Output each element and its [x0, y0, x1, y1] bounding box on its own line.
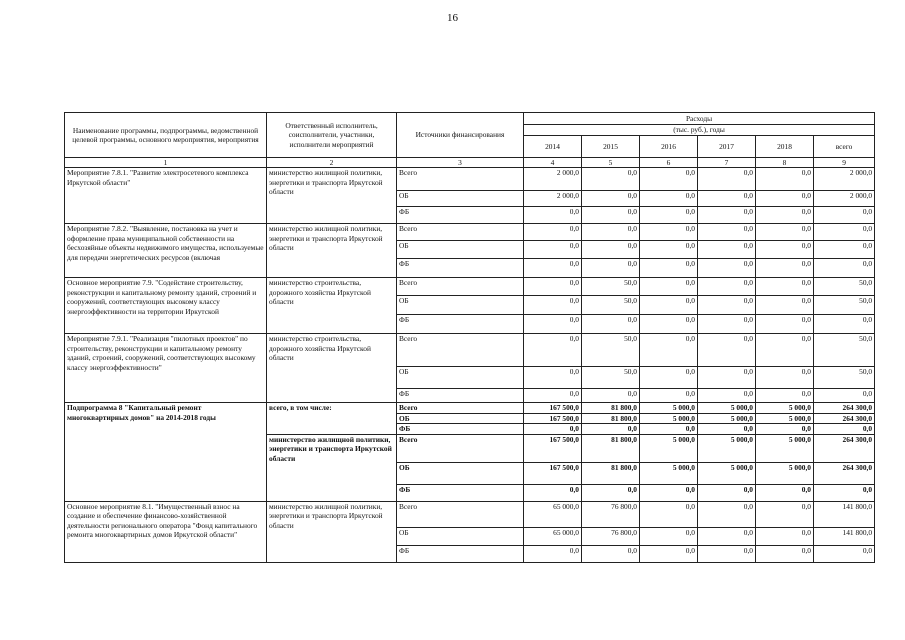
- responsible-executor: министерство строительства, дорожного хозяйства Иркутской области: [267, 278, 397, 334]
- funding-source: ФБ: [397, 484, 524, 501]
- value-cell: 141 800,0: [814, 527, 875, 545]
- value-cell: 0,0: [640, 259, 698, 278]
- value-cell: 5 000,0: [756, 413, 814, 423]
- value-cell: 0,0: [640, 241, 698, 259]
- funding-source: ОБ: [397, 367, 524, 389]
- value-cell: 0,0: [814, 484, 875, 501]
- value-cell: 0,0: [698, 545, 756, 562]
- value-cell: 0,0: [698, 207, 756, 224]
- value-cell: 0,0: [698, 224, 756, 241]
- funding-source: ФБ: [397, 207, 524, 224]
- value-cell: 0,0: [582, 259, 640, 278]
- value-cell: 0,0: [756, 334, 814, 367]
- value-cell: 2 000,0: [814, 191, 875, 207]
- value-cell: 0,0: [524, 367, 582, 389]
- value-cell: 0,0: [524, 545, 582, 562]
- responsible-executor: министерство жилищной политики, энергетики и транспорта Иркутской области: [267, 501, 397, 562]
- value-cell: 0,0: [524, 241, 582, 259]
- value-cell: 0,0: [756, 224, 814, 241]
- value-cell: 0,0: [756, 191, 814, 207]
- value-cell: 0,0: [756, 527, 814, 545]
- header-expenses: Расходы: [524, 113, 875, 125]
- value-cell: 0,0: [756, 389, 814, 403]
- value-cell: 5 000,0: [640, 462, 698, 484]
- activity-name: Основное мероприятие 7.9. "Содействие строительству, реконструкции и капитальному ремонту зданий, строений и сооружений, соответствующих высокому классу энергоэффективности на территории Иркутской: [65, 278, 267, 334]
- value-cell: 5 000,0: [640, 413, 698, 423]
- funding-source: ОБ: [397, 191, 524, 207]
- value-cell: 0,0: [698, 367, 756, 389]
- value-cell: 0,0: [524, 224, 582, 241]
- column-number: 8: [756, 158, 814, 168]
- value-cell: 0,0: [582, 224, 640, 241]
- funding-source: Всего: [397, 403, 524, 413]
- value-cell: 81 800,0: [582, 462, 640, 484]
- value-cell: 0,0: [698, 389, 756, 403]
- value-cell: 0,0: [698, 424, 756, 434]
- value-cell: 2 000,0: [814, 168, 875, 191]
- value-cell: 264 300,0: [814, 413, 875, 423]
- value-cell: 0,0: [640, 207, 698, 224]
- responsible-executor: министерство строительства, дорожного хозяйства Иркутской области: [267, 334, 397, 403]
- value-cell: 0,0: [582, 389, 640, 403]
- value-cell: 0,0: [698, 315, 756, 334]
- funding-source: ФБ: [397, 389, 524, 403]
- value-cell: 0,0: [640, 168, 698, 191]
- value-cell: 5 000,0: [640, 403, 698, 413]
- value-cell: 264 300,0: [814, 462, 875, 484]
- value-cell: 0,0: [524, 315, 582, 334]
- value-cell: 76 800,0: [582, 527, 640, 545]
- value-cell: 0,0: [582, 191, 640, 207]
- value-cell: 81 800,0: [582, 413, 640, 423]
- value-cell: 0,0: [582, 424, 640, 434]
- value-cell: 0,0: [814, 545, 875, 562]
- value-cell: 0,0: [524, 278, 582, 296]
- funding-source: Всего: [397, 501, 524, 527]
- page-number: 16: [447, 12, 458, 24]
- value-cell: 0,0: [524, 334, 582, 367]
- value-cell: 0,0: [640, 334, 698, 367]
- funding-source: ФБ: [397, 259, 524, 278]
- value-cell: 5 000,0: [698, 462, 756, 484]
- value-cell: 50,0: [582, 367, 640, 389]
- value-cell: 0,0: [756, 545, 814, 562]
- value-cell: 76 800,0: [582, 501, 640, 527]
- value-cell: 0,0: [756, 296, 814, 315]
- value-cell: 0,0: [640, 501, 698, 527]
- value-cell: 0,0: [582, 207, 640, 224]
- funding-source: Всего: [397, 278, 524, 296]
- value-cell: 0,0: [756, 207, 814, 224]
- value-cell: 5 000,0: [756, 462, 814, 484]
- funding-source: ОБ: [397, 413, 524, 423]
- column-number: 4: [524, 158, 582, 168]
- value-cell: 0,0: [756, 241, 814, 259]
- header-year: всего: [814, 136, 875, 158]
- value-cell: 0,0: [814, 224, 875, 241]
- value-cell: 0,0: [524, 389, 582, 403]
- value-cell: 81 800,0: [582, 434, 640, 462]
- value-cell: 0,0: [814, 389, 875, 403]
- value-cell: 167 500,0: [524, 434, 582, 462]
- value-cell: 0,0: [698, 484, 756, 501]
- value-cell: 0,0: [756, 484, 814, 501]
- value-cell: 0,0: [640, 315, 698, 334]
- column-number: 9: [814, 158, 875, 168]
- column-number: 2: [267, 158, 397, 168]
- value-cell: 0,0: [756, 315, 814, 334]
- value-cell: 0,0: [756, 259, 814, 278]
- funding-source: ФБ: [397, 424, 524, 434]
- value-cell: 0,0: [640, 296, 698, 315]
- value-cell: 0,0: [582, 241, 640, 259]
- activity-name: Основное мероприятие 8.1. "Имущественный взнос на создание и обеспечение финансово-хозяйственной деятельности регионального оператора "Фонд капитального ремонта многоквартирных домов Иркутской области": [65, 501, 267, 562]
- value-cell: 0,0: [756, 278, 814, 296]
- value-cell: 0,0: [698, 334, 756, 367]
- value-cell: 50,0: [814, 278, 875, 296]
- value-cell: 0,0: [640, 545, 698, 562]
- value-cell: 0,0: [582, 168, 640, 191]
- responsible-executor: министерство жилищной политики, энергетики и транспорта Иркутской области: [267, 224, 397, 278]
- column-number: 7: [698, 158, 756, 168]
- value-cell: 0,0: [582, 545, 640, 562]
- value-cell: 264 300,0: [814, 434, 875, 462]
- value-cell: 167 500,0: [524, 462, 582, 484]
- value-cell: 0,0: [524, 296, 582, 315]
- funding-source: Всего: [397, 334, 524, 367]
- value-cell: 50,0: [814, 367, 875, 389]
- value-cell: 0,0: [756, 424, 814, 434]
- value-cell: 65 000,0: [524, 527, 582, 545]
- value-cell: 0,0: [640, 191, 698, 207]
- budget-table: [64, 112, 875, 563]
- column-number: 5: [582, 158, 640, 168]
- value-cell: 0,0: [524, 484, 582, 501]
- value-cell: 0,0: [640, 424, 698, 434]
- funding-source: Всего: [397, 224, 524, 241]
- value-cell: 5 000,0: [756, 403, 814, 413]
- value-cell: 0,0: [640, 527, 698, 545]
- column-number: 3: [397, 158, 524, 168]
- value-cell: 0,0: [698, 278, 756, 296]
- funding-source: ОБ: [397, 241, 524, 259]
- funding-source: ФБ: [397, 545, 524, 562]
- value-cell: 50,0: [814, 334, 875, 367]
- value-cell: 2 000,0: [524, 191, 582, 207]
- value-cell: 0,0: [814, 259, 875, 278]
- value-cell: 0,0: [640, 484, 698, 501]
- header-sources: Источники финансирования: [397, 113, 524, 158]
- funding-source: Всего: [397, 434, 524, 462]
- responsible-executor: министерство жилищной политики, энергетики и транспорта Иркутской области: [267, 168, 397, 224]
- column-number: 6: [640, 158, 698, 168]
- value-cell: 0,0: [582, 484, 640, 501]
- header-year: 2017: [698, 136, 756, 158]
- value-cell: 0,0: [814, 241, 875, 259]
- value-cell: 50,0: [582, 296, 640, 315]
- activity-name: Мероприятие 7.9.1. "Реализация "пилотных проектов" по строительству, реконструкции и капитальному ремонту зданий, строений, сооружений, соответствующих высокому классу энергоэффективности": [65, 334, 267, 403]
- value-cell: 5 000,0: [698, 413, 756, 423]
- header-year: 2014: [524, 136, 582, 158]
- funding-source: Всего: [397, 168, 524, 191]
- value-cell: 50,0: [582, 334, 640, 367]
- value-cell: 0,0: [698, 168, 756, 191]
- value-cell: 81 800,0: [582, 403, 640, 413]
- value-cell: 0,0: [582, 315, 640, 334]
- value-cell: 167 500,0: [524, 413, 582, 423]
- value-cell: 0,0: [524, 424, 582, 434]
- activity-name: Мероприятие 7.8.2. "Выявление, постановка на учет и оформление права муниципальной собственности на бесхозяйные объекты недвижимого имущества, используемые для передачи энергетических ресурсов (включая: [65, 224, 267, 278]
- header-name: Наименование программы, подпрограммы, ведомственной целевой программы, основного мероприятия, мероприятия: [65, 113, 267, 158]
- value-cell: 0,0: [814, 315, 875, 334]
- value-cell: 167 500,0: [524, 403, 582, 413]
- value-cell: 141 800,0: [814, 501, 875, 527]
- value-cell: 0,0: [698, 527, 756, 545]
- value-cell: 0,0: [698, 501, 756, 527]
- funding-source: ФБ: [397, 315, 524, 334]
- header-units: (тыс. руб.), годы: [524, 125, 875, 136]
- value-cell: 0,0: [814, 207, 875, 224]
- header-year: 2018: [756, 136, 814, 158]
- funding-source: ОБ: [397, 296, 524, 315]
- value-cell: 0,0: [698, 296, 756, 315]
- value-cell: 0,0: [756, 367, 814, 389]
- value-cell: 0,0: [640, 389, 698, 403]
- responsible-executor: министерство жилищной политики, энергетики и транспорта Иркутской области: [267, 434, 397, 501]
- value-cell: 0,0: [814, 424, 875, 434]
- value-cell: 0,0: [698, 259, 756, 278]
- value-cell: 50,0: [814, 296, 875, 315]
- value-cell: 0,0: [524, 259, 582, 278]
- value-cell: 5 000,0: [698, 434, 756, 462]
- value-cell: 0,0: [640, 278, 698, 296]
- value-cell: 0,0: [524, 207, 582, 224]
- responsible-executor: всего, в том числе:: [267, 403, 397, 434]
- value-cell: 0,0: [698, 191, 756, 207]
- header-year: 2016: [640, 136, 698, 158]
- value-cell: 5 000,0: [640, 434, 698, 462]
- funding-source: ОБ: [397, 527, 524, 545]
- value-cell: 50,0: [582, 278, 640, 296]
- value-cell: 0,0: [756, 501, 814, 527]
- value-cell: 2 000,0: [524, 168, 582, 191]
- header-responsible: Ответственный исполнитель, соисполнители, участники, исполнители мероприятий: [267, 113, 397, 158]
- value-cell: 0,0: [640, 367, 698, 389]
- column-number: 1: [65, 158, 267, 168]
- value-cell: 0,0: [756, 168, 814, 191]
- value-cell: 0,0: [640, 224, 698, 241]
- value-cell: 5 000,0: [698, 403, 756, 413]
- activity-name: Мероприятие 7.8.1. "Развитие электросетевого комплекса Иркутской области": [65, 168, 267, 224]
- value-cell: 5 000,0: [756, 434, 814, 462]
- value-cell: 65 000,0: [524, 501, 582, 527]
- funding-source: ОБ: [397, 462, 524, 484]
- header-year: 2015: [582, 136, 640, 158]
- program-name: Подпрограмма 8 "Капитальный ремонт многоквартирных домов" на 2014-2018 годы: [65, 403, 267, 501]
- value-cell: 0,0: [698, 241, 756, 259]
- value-cell: 264 300,0: [814, 403, 875, 413]
